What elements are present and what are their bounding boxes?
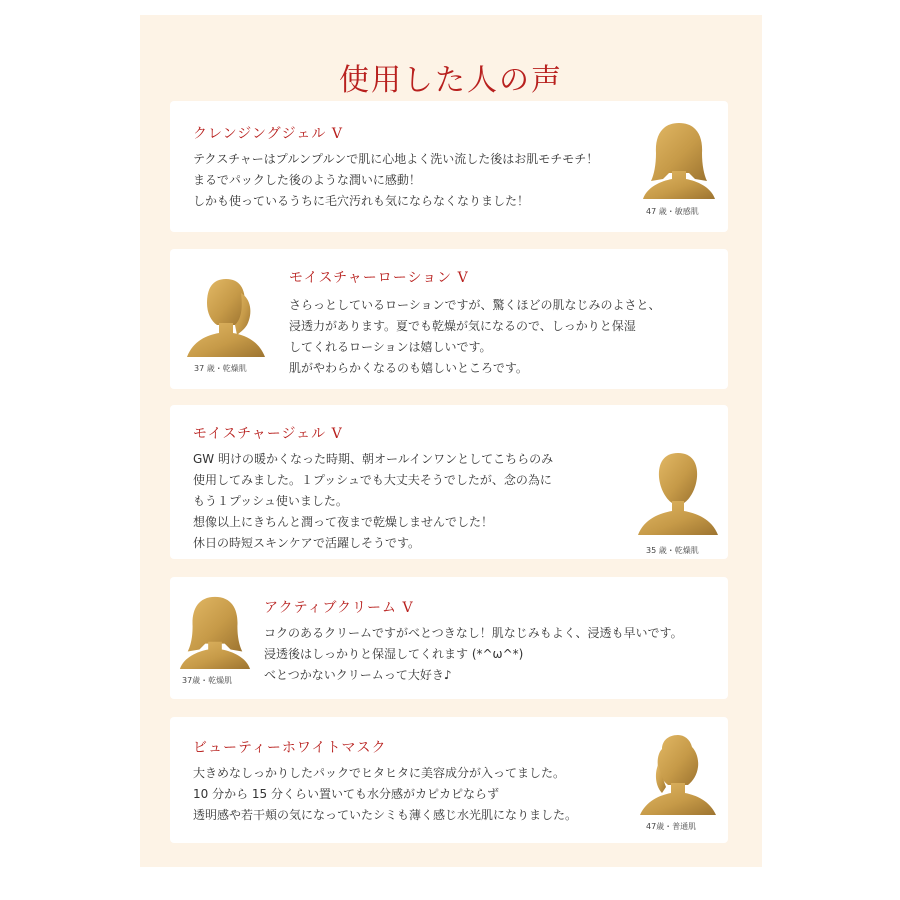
review-product-name: モイスチャーローション V	[289, 270, 469, 286]
reviewer-info: 37歳・乾燥肌	[182, 676, 233, 685]
review-product-name: アクティブクリーム V	[264, 600, 414, 616]
review-text: コクのあるクリームですがべとつきなし！肌なじみもよく、浸透も早いです。 浸透後はしっかりと保湿してくれます (*^ω^*) べとつかないクリームって大好き♪	[264, 626, 683, 682]
woman-short-hair-silhouette-icon	[636, 447, 720, 535]
review-card-moisture-gel	[170, 405, 728, 559]
review-product-name: クレンジングジェル V	[193, 126, 343, 142]
review-card-cleansing-gel	[170, 101, 728, 232]
review-card-beauty-white-mask	[170, 717, 728, 843]
reviewer-info: 47 歳・敏感肌	[646, 207, 699, 216]
testimonials-panel	[140, 15, 762, 867]
review-card-moisture-lotion	[170, 249, 728, 389]
woman-bob-silhouette-icon	[639, 119, 719, 199]
review-product-name: モイスチャージェル V	[193, 426, 343, 442]
reviewer-info: 37 歳・乾燥肌	[194, 364, 247, 373]
reviewer-info: 35 歳・乾燥肌	[646, 546, 699, 555]
review-text: テクスチャーはプルンプルンで肌に心地よく洗い流した後はお肌モチモチ！ まるでパックした後のような潤いに感動！ しかも使っているうちに毛穴汚れも気にならなくなりました！	[193, 152, 599, 208]
woman-bob-silhouette-icon	[176, 593, 254, 669]
review-text: さらっとしているローションですが、驚くほどの肌なじみのよさと、 浸透力があります。夏でも乾燥が気になるので、しっかりと保湿 してくれるローションは嬉しいです。 肌がやわらかくなるのも嬉しいところです。	[289, 298, 661, 375]
reviewer-info: 47歳・普通肌	[646, 822, 697, 831]
woman-ponytail-silhouette-icon	[185, 273, 267, 357]
page-title: 使用した人の声	[339, 63, 563, 98]
review-text: 大きめなしっかりしたパックでヒタヒタに美容成分が入ってました。 10 分から 15 分くらい置いても水分感がカピカピならず 透明感や若干頬の気になっていたシミも薄く感じ水光肌になりました。	[193, 766, 578, 822]
review-card-active-cream	[170, 577, 728, 699]
review-product-name: ビューティーホワイトマスク	[193, 740, 387, 756]
woman-updo-silhouette-icon	[638, 731, 718, 815]
review-text: GW 明けの暖かくなった時期、朝オールインワンとしてこちらのみ 使用してみました。１プッシュでも大丈夫そうでしたが、念の為に もう１プッシュ使いました。 想像以上にきちんと潤って夜まで乾燥しませんでした！ 休日の時短スキンケアで活躍しそうです。	[193, 452, 554, 550]
